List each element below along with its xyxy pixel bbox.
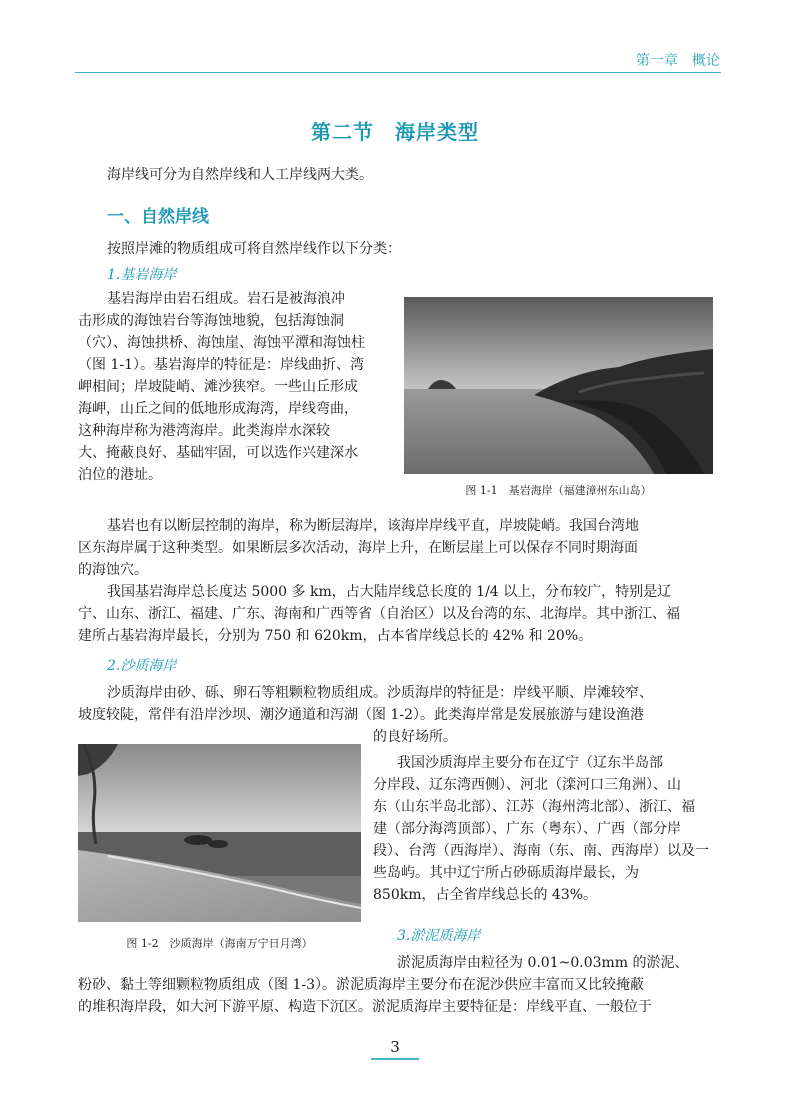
heading-bedrock-coast: 1.基岩海岸	[107, 267, 177, 283]
page-number: 3	[371, 1038, 419, 1060]
heading-muddy-coast: 3.淤泥质海岸	[397, 928, 481, 944]
header-rule	[75, 72, 721, 73]
bedrock-text-line: （穴）、海蚀拱桥、海蚀崖、海蚀平潭和海蚀柱	[78, 335, 365, 351]
sandy-distribution-line: 850km，占全省岸线总长的 43%。	[373, 887, 598, 903]
sandy-text-line: 坡度较陡，常伴有沿岸沙坝、潮汐通道和泻湖（图 1-2）。此类海岸常是发展旅游与建设渔港	[78, 707, 644, 723]
bedrock-text-line: 海岬，山丘之间的低地形成海湾，岸线弯曲，	[78, 401, 358, 417]
sandy-text-line: 沙质海岸由砂、砾、卵石等粗颗粒物质组成。沙质海岸的特征是：岸线平顺、岸滩较窄、	[107, 685, 653, 701]
sandy-distribution-line: 我国沙质海岸主要分布在辽宁（辽东半岛部	[397, 755, 663, 771]
bedrock-length-line: 建所占基岩海岸最长，分别为 750 和 620km，占本省岸线总长的 42% 和 20%。	[78, 628, 593, 644]
sandy-text-line: 的良好场所。	[373, 729, 457, 745]
bedrock-text-line: 这种海岸称为港湾海岸。此类海岸水深较	[78, 423, 330, 439]
muddy-text-line: 淤泥质海岸由粒径为 0.01~0.03mm 的淤泥、	[397, 955, 689, 971]
bedrock-text-line: 基岩海岸由岩石组成。岩石是被海浪冲	[107, 291, 345, 307]
muddy-text-line: 的堆积海岸段，如大河下游平原、构造下沉区。淤泥质海岸主要特征是：岸线平直、一般位于	[78, 999, 652, 1015]
bedrock-text-line: （图 1-1）。基岩海岸的特征是：岸线曲折、湾	[78, 357, 364, 373]
sandy-distribution-line: 建（部分海湾顶部）、广东（粤东）、广西（部分岸	[373, 821, 681, 837]
running-header: 第一章 概论	[636, 53, 720, 69]
bedrock-text-line: 击形成的海蚀岩台等海蚀地貌，包括海蚀洞	[78, 313, 344, 329]
bedrock-length-line: 宁、山东、浙江、福建、广东、海南和广西等省（自治区）以及台湾的东、北海岸。其中浙江、福	[78, 606, 680, 622]
sandy-distribution-line: 东（山东半岛北部）、江苏（海州湾北部）、浙江、福	[373, 799, 695, 815]
figure-1-1-caption: 图 1-1 基岩海岸（福建漳州东山岛）	[465, 484, 652, 497]
sandy-distribution-line: 段）、台湾（西海岸）、海南（东、南、西海岸）以及一	[373, 843, 709, 859]
heading-natural-shoreline: 一、自然岸线	[107, 207, 209, 227]
bedrock-length-line: 我国基岩海岸总长度达 5000 多 km，占大陆岸线总长度的 1/4 以上，分布较广，特别是辽	[107, 584, 672, 600]
figure-1-1-photo	[404, 297, 713, 474]
muddy-text-line: 粉砂、黏土等细颗粒物质组成（图 1-3）。淤泥质海岸主要分布在泥沙供应丰富而又比较掩蔽	[78, 977, 644, 993]
figure-1-2-photo	[78, 744, 361, 922]
bedrock-text-line: 泊位的港址。	[78, 467, 162, 483]
sandy-distribution-line: 分岸段、辽东湾西侧）、河北（滦河口三角洲）、山	[373, 777, 681, 793]
fault-coast-line: 的海蚀穴。	[78, 562, 148, 578]
section-title: 第二节 海岸类型	[311, 120, 479, 144]
sandy-distribution-line: 些岛屿。其中辽宁所占砂砾质海岸最长，为	[373, 865, 639, 881]
fault-coast-line: 区东海岸属于这种类型。如果断层多次活动，海岸上升，在断层崖上可以保存不同时期海面	[78, 540, 638, 556]
bedrock-text-line: 大、掩蔽良好、基础牢固，可以选作兴建深水	[78, 445, 358, 461]
heading-sandy-coast: 2.沙质海岸	[107, 658, 177, 674]
intro-paragraph: 海岸线可分为自然岸线和人工岸线两大类。	[107, 167, 373, 183]
fault-coast-line: 基岩也有以断层控制的海岸，称为断层海岸，该海岸岸线平直，岸坡陡峭。我国台湾地	[107, 518, 639, 534]
figure-1-2-caption: 图 1-2 沙质海岸（海南万宁日月湾）	[126, 937, 313, 950]
bedrock-text-line: 岬相间；岸坡陡峭、滩沙狭窄。一些山丘形成	[78, 379, 358, 395]
classify-paragraph: 按照岸滩的物质组成可将自然岸线作以下分类：	[107, 241, 401, 257]
